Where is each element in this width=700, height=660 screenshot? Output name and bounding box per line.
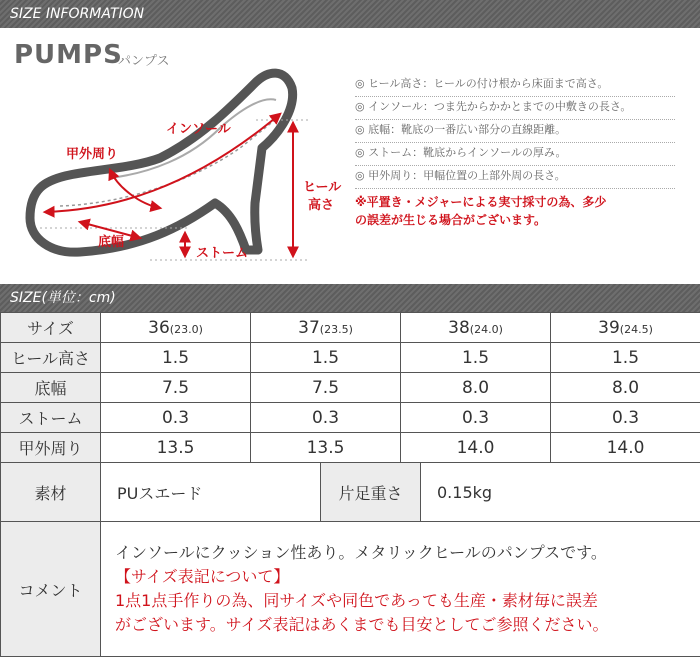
label-sole-width: 底幅 bbox=[98, 235, 125, 250]
note-storm: ◎ ストーム：靴底からインソールの厚み。 bbox=[355, 143, 675, 166]
table-cell: 0.3 bbox=[101, 403, 251, 433]
table-cell: 14.0 bbox=[551, 433, 700, 463]
category-title-en: PUMPS bbox=[14, 40, 123, 70]
table-cell: 8.0 bbox=[551, 373, 700, 403]
shoe-outline bbox=[30, 73, 293, 252]
size-table bbox=[0, 312, 700, 463]
measurement-notes bbox=[355, 74, 675, 229]
row-label: 底幅 bbox=[1, 373, 101, 403]
label-heel-line1: ヒール bbox=[303, 180, 342, 195]
table-cell: 1.5 bbox=[401, 343, 551, 373]
table-cell: 13.5 bbox=[101, 433, 251, 463]
sole-width-row bbox=[1, 373, 700, 403]
size-information-header: SIZE INFORMATION bbox=[0, 0, 700, 28]
size-row-label: サイズ bbox=[1, 313, 101, 343]
info-table bbox=[0, 462, 700, 657]
note-sole-width: ◎ 底幅：靴底の一番広い部分の直線距離。 bbox=[355, 120, 675, 143]
material-row bbox=[1, 463, 700, 522]
pumps-diagram bbox=[0, 28, 700, 284]
table-cell: 7.5 bbox=[101, 373, 251, 403]
size-value: 39 bbox=[598, 317, 620, 338]
size-unit-header: SIZE(単位：cm) bbox=[0, 284, 700, 312]
measurement-warning bbox=[355, 193, 675, 229]
table-cell: 0.3 bbox=[551, 403, 700, 433]
row-label: 甲外周り bbox=[1, 433, 101, 463]
table-cell: 1.5 bbox=[101, 343, 251, 373]
note-insole: ◎ インソール：つま先からかかとまでの中敷きの長さ。 bbox=[355, 97, 675, 120]
note-instep: ◎ 甲外周り：甲幅位置の上部外周の長さ。 bbox=[355, 166, 675, 189]
comment-label: コメント bbox=[1, 522, 101, 657]
material-value: PUスエード bbox=[101, 463, 321, 522]
table-cell: 7.5 bbox=[251, 373, 401, 403]
size-cell bbox=[101, 313, 251, 343]
warning-line-2: の誤差が生じる場合がございます。 bbox=[355, 213, 547, 227]
size-jp: (23.0) bbox=[169, 322, 203, 336]
weight-value: 0.15kg bbox=[421, 463, 700, 522]
comment-line-4: がございます。サイズ表記はあくまでも目安としてご参照ください。 bbox=[115, 615, 609, 634]
table-cell: 14.0 bbox=[401, 433, 551, 463]
heel-height-row bbox=[1, 343, 700, 373]
material-label: 素材 bbox=[1, 463, 101, 522]
label-storm: ストーム bbox=[196, 246, 249, 261]
storm-row bbox=[1, 403, 700, 433]
label-instep: 甲外周り bbox=[66, 147, 119, 162]
size-jp: (24.5) bbox=[619, 322, 653, 336]
comment-line-1: インソールにクッション性あり。メタリックヒールのパンプスです。 bbox=[115, 543, 607, 562]
comment-row bbox=[1, 522, 700, 657]
row-label: ヒール高さ bbox=[1, 343, 101, 373]
table-cell: 0.3 bbox=[401, 403, 551, 433]
table-cell: 1.5 bbox=[251, 343, 401, 373]
note-heel-height: ◎ ヒール高さ：ヒールの付け根から床面まで高さ。 bbox=[355, 74, 675, 97]
warning-line-1: ※平置き・メジャーによる実寸採寸の為、多少 bbox=[355, 195, 607, 209]
table-cell: 13.5 bbox=[251, 433, 401, 463]
size-jp: (24.0) bbox=[469, 322, 503, 336]
size-cell bbox=[551, 313, 700, 343]
comment-body bbox=[101, 522, 700, 657]
pump-shoe-illustration bbox=[0, 28, 350, 284]
category-title-jp: パンプス bbox=[118, 54, 170, 69]
table-cell: 1.5 bbox=[551, 343, 700, 373]
label-heel-line2: 高さ bbox=[308, 198, 335, 213]
size-value: 36 bbox=[148, 317, 170, 338]
instep-row bbox=[1, 433, 700, 463]
weight-label: 片足重さ bbox=[321, 463, 421, 522]
size-jp: (23.5) bbox=[319, 322, 353, 336]
table-cell: 0.3 bbox=[251, 403, 401, 433]
size-cell bbox=[251, 313, 401, 343]
size-row bbox=[1, 313, 700, 343]
size-value: 38 bbox=[448, 317, 470, 338]
comment-line-2: 【サイズ表記について】 bbox=[115, 567, 290, 586]
label-insole: インソール bbox=[166, 122, 231, 137]
table-cell: 8.0 bbox=[401, 373, 551, 403]
comment-line-3: 1点1点手作りの為、同サイズや同色であっても生産・素材毎に誤差 bbox=[115, 591, 598, 610]
row-label: ストーム bbox=[1, 403, 101, 433]
size-cell bbox=[401, 313, 551, 343]
size-value: 37 bbox=[298, 317, 320, 338]
